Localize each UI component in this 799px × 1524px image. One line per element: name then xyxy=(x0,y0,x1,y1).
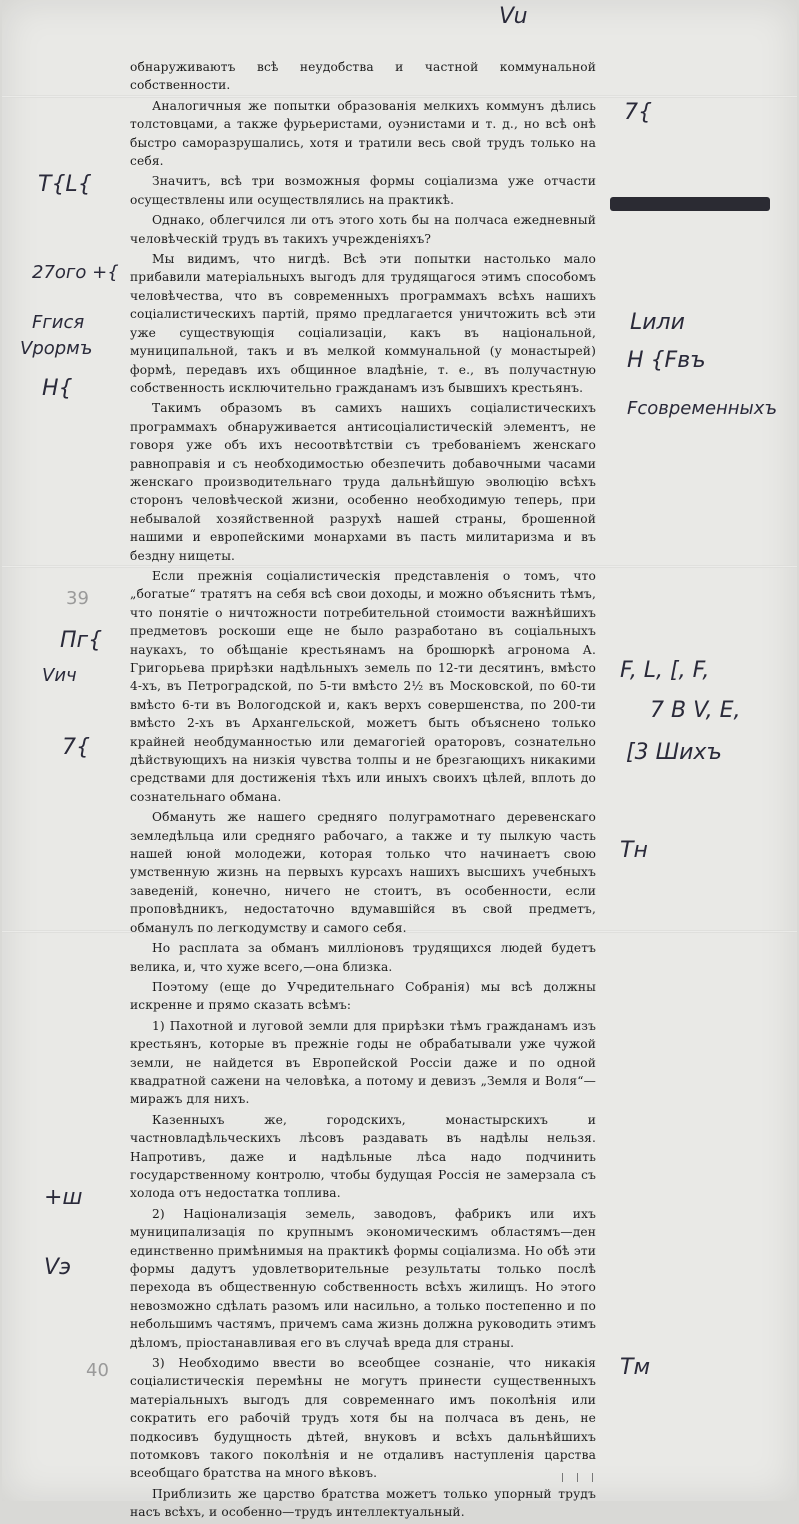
edge-tick xyxy=(592,1473,593,1482)
margin-note: Тн xyxy=(620,838,648,863)
margin-note: 27ого +{ xyxy=(32,262,119,283)
paragraph: обнаруживаютъ всѣ неудобства и частной коммунальной собственности. xyxy=(130,60,596,93)
body-text xyxy=(130,58,596,1524)
edge-tick xyxy=(577,1473,578,1482)
margin-note: Vрормъ xyxy=(20,338,93,359)
margin-note: Тм xyxy=(620,1355,651,1380)
margin-note: Fгися xyxy=(32,312,85,333)
paragraph: Казенныхъ же, городскихъ, монастырскихъ и частновладѣльческихъ лѣсовъ раздавать въ надѣлы нельзя. Напротивъ, даже и надѣльные лѣса надо подчинить государственному контролю, чтобы будущая Россія не замерзала съ холода отъ недостатка топлива. xyxy=(130,1112,596,1201)
paragraph: 1) Пахотной и луговой земли для прирѣзки тѣмъ гражданамъ изъ крестьянъ, которые въ прежніе годы не обрабатывали уже чужой земли, не найдется въ Европейской Россіи даже и по одной квадратной сажени на человѣка, а потому и девизъ „Земля и Воля“—миражъ для нихъ. xyxy=(130,1018,596,1107)
paragraph: 2) Націонализація земель, заводовъ, фабрикъ или ихъ муниципализація по крупнымъ экономическимъ областямъ—ден единственно примѣнимыя на практикѣ формы соціализма. Но обѣ эти формы дадутъ удовлетворительные результаты только послѣ перехода въ общественную собственность всѣхъ жилищъ. Но этого невозможно сдѣлать разомъ или насильно, а только постепенно и по небольшимъ частямъ, причемъ сама жизнь должна руководить этимъ дѣломъ, пріостанавливая его въ случаѣ вреда для страны. xyxy=(130,1206,596,1350)
pencil-page-number: 39 xyxy=(66,588,89,609)
margin-note: Fсовременныхъ xyxy=(627,398,778,419)
margin-note: T{L{ xyxy=(38,172,92,197)
pencil-page-number: 40 xyxy=(86,1360,109,1381)
margin-note: F, L, [, F, xyxy=(620,658,710,683)
paragraph: Если прежнія соціалистическія представленія о томъ, что „богатые“ тратятъ на себя всѣ свои доходы, и можно объяснить тѣмъ, что понятіе о ничтожности потребительной стоимости важнѣйшихъ предметовъ роскоши еще не было разработано въ соціальныхъ наукахъ, то обѣщаніе крестьянамъ на брошюркѣ агронома А. Григорьева прирѣзки надѣльныхъ земель по 12-ти десятинъ, вмѣсто 4-хъ, въ Петроградской, по 5-ти вмѣсто 2½ въ Московской, по 60-ти вмѣсто 6-ти въ Вологодской и, какъ верхъ совершенства, по 200-ти вмѣсто 2-хъ въ Архангельской, можетъ быть объяснено только крайней необдуманностью или демагогіей ораторовъ, сознательно дѣйствующихъ на низкія чувства толпы и не брезгающихъ никакими средствами для достиженія тѣхъ или иныхъ своихъ цѣлей, вплоть до сознательнаго обмана. xyxy=(130,568,596,804)
margin-note: 7 B V, E, xyxy=(650,698,741,723)
document-page xyxy=(2,0,797,1520)
margin-note: Lили xyxy=(630,310,685,335)
paragraph: Однако, облегчился ли отъ этого хоть бы на полчаса ежедневный человѣческій трудъ въ такихъ учрежденіяхъ? xyxy=(130,213,596,246)
edge-tick xyxy=(562,1473,563,1482)
paragraph: Приблизить же царство братства можетъ только упорный трудъ насъ всѣхъ, и особенно—трудъ интеллектуальный. xyxy=(130,1486,596,1520)
paragraph: Такимъ образомъ въ самихъ нашихъ соціалистическихъ программахъ обнаруживается антисоціалистическій элементъ, не говоря уже объ ихъ несоотвѣтствіи съ требованіемъ женскаго равноправія и съ необходимостью обезпечить добавочными часами женскаго производительнаго труда дальнѣйшую эволюцію всѣхъ сторонъ человѣческой жизни, особенно необходимую теперь, при небывалой хозяйственной разрухѣ нашей страны, брошенной нашими и европейскими монархами въ пасть милитаризма и въ бездну нищеты. xyxy=(130,401,596,563)
paragraph: Поэтому (еще до Учредительнаго Собранія) мы всѣ должны искренне и прямо сказать всѣмъ: xyxy=(130,979,596,1013)
page-number: Vu xyxy=(499,4,528,29)
paragraph: Значитъ, всѣ три возможныя формы соціализма уже отчасти осуществлены или осуществлялись на практикѣ. xyxy=(130,174,596,207)
margin-note: [3 Шихъ xyxy=(626,740,722,765)
margin-note: Vэ xyxy=(44,1255,72,1280)
paragraph: 3) Необходимо ввести во всеобщее сознаніе, что никакія соціалистическія перемѣны не могутъ принести существенныхъ матеріальныхъ выгодъ для современнаго имъ поколѣнія или сократить его рабочій трудъ хотя бы на полчаса въ день, не подкосивъ будущность дѣтей, внуковъ и всѣхъ дальнѣйшихъ потомковъ такого поколѣнія и не отдаливъ наступленія царства всеобщаго братства на много вѣковъ. xyxy=(130,1356,596,1481)
margin-note: Vич xyxy=(42,665,77,686)
struck-out-note xyxy=(610,197,770,211)
paragraph: Но расплата за обманъ милліоновъ трудящихся людей будетъ велика, и, что хуже всего,—она близка. xyxy=(130,941,596,974)
margin-note: H {Fвъ xyxy=(627,348,706,373)
paragraph: Обмануть же нашего средняго полуграмотнаго деревенскаго земледѣльца или средняго рабочаго, а также и ту пылкую часть нашей юной молодежи, которая только что начинаетъ свою умственную жизнь на первыхъ курсахъ нашихъ высшихъ учебныхъ заведеній, конечно, ничего не стоитъ, въ особенности, если проповѣдникъ, недостаточно вдумавшійся въ свой предметъ, обманулъ по легкодумству и самого себя. xyxy=(130,810,596,935)
margin-note: H{ xyxy=(42,376,73,401)
margin-note: +ш xyxy=(44,1185,83,1210)
margin-note: 7{ xyxy=(624,100,652,125)
margin-note: Пг{ xyxy=(60,628,103,653)
margin-note: 7{ xyxy=(62,735,90,760)
paragraph: Мы видимъ, что нигдѣ. Всѣ эти попытки настолько мало прибавили матеріальныхъ выгодъ для трудящагося этимъ способомъ человѣчества, что въ современныхъ программахъ всѣхъ нашихъ соціалистическихъ партій, прямо предлагается уничтожить всѣ эти уже существующія соціализаціи, какъ въ національной, муниципальной, такъ и въ мелкой коммунальной (у монастырей) формѣ, передавъ ихъ общинное владѣніе, т. е., въ получастную собственность исключительно гражданамъ изъ бывшихъ крестьянъ. xyxy=(130,252,596,395)
paragraph: Аналогичныя же попытки образованія мелкихъ коммунъ дѣлись толстовцами, а также фурьеристами, оуэнистами и т. д., но всѣ онѣ быстро саморазрушались, хотя и тратили весь свой трудъ только на себя. xyxy=(130,98,596,169)
